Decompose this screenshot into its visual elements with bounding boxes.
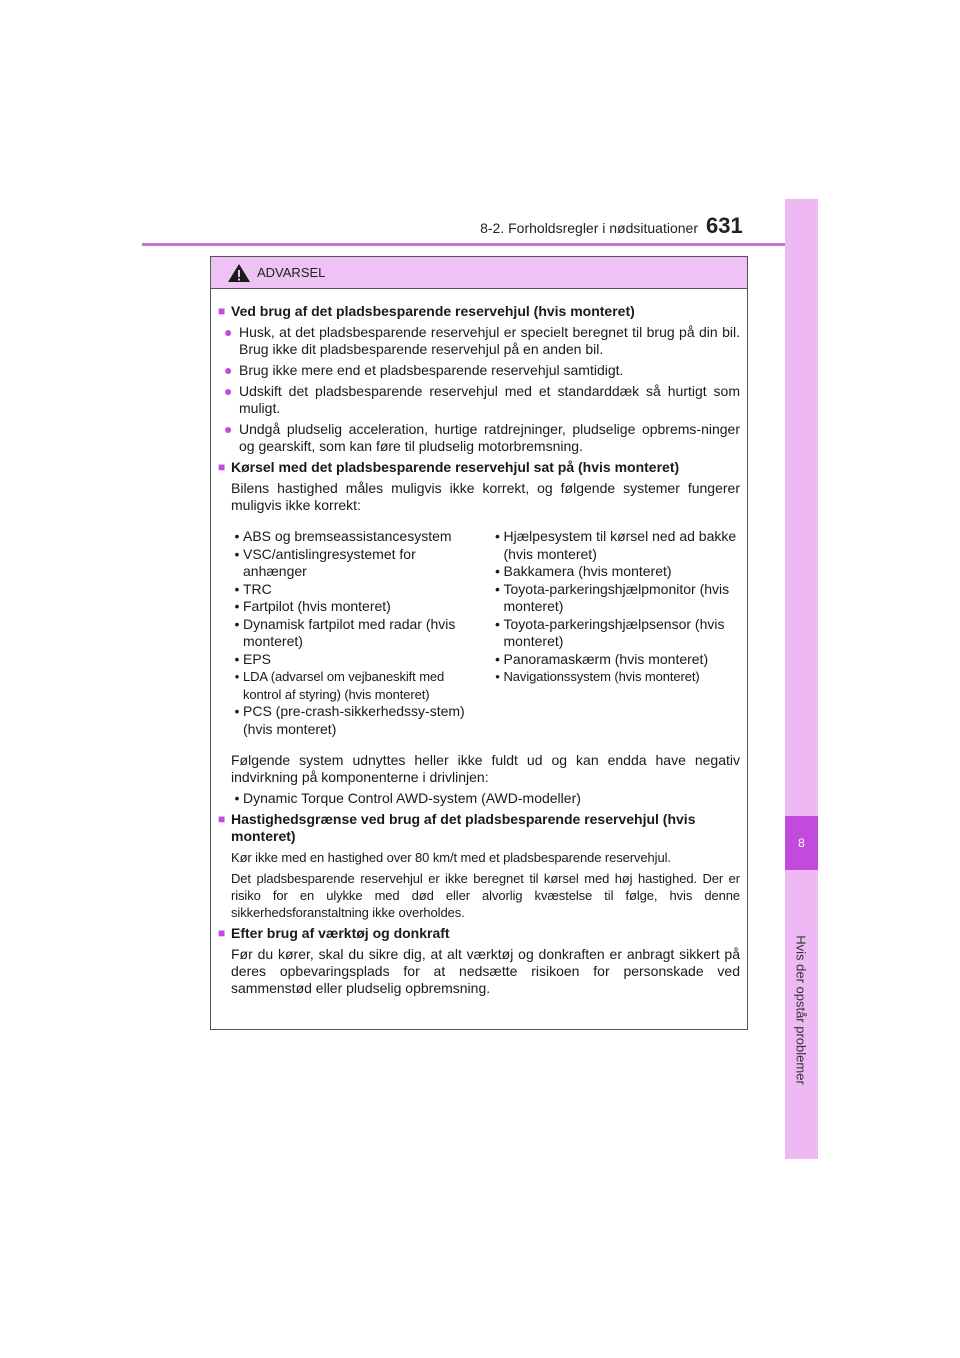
chapter-number: 8 — [798, 836, 805, 850]
square-bullet-icon: ■ — [218, 812, 226, 826]
circle-bullet-icon: ● — [224, 324, 233, 340]
paragraph: Kør ikke med en hastighed over 80 km/t med et pladsbesparende reservehjul. — [231, 850, 671, 865]
paragraph: Før du kører, skal du sikre dig, at alt værktøj og donkraften er anbragt sikkert på deres opbevaringsplads for at nedsætte risikoen for personskade ved sammenstød eller pludselig opbremsning. — [231, 946, 740, 996]
list-item: ● Brug ikke mere end et pladsbesparende reservehjul samtidigt. — [224, 362, 624, 378]
chapter-title: Hvis der opstår problemer — [793, 935, 809, 1085]
warning-box — [210, 256, 748, 1030]
circle-bullet-icon: ● — [224, 362, 233, 378]
list-item: • Fartpilot (hvis monteret) — [234, 598, 391, 614]
section-heading: ■ Kørsel med det pladsbesparende reservehjul sat på (hvis monteret) — [218, 459, 680, 475]
warning-header — [211, 257, 747, 289]
list-item: ● Udskift det pladsbesparende reservehjul med et standarddæk så hurtigt som muligt. — [224, 383, 740, 416]
list-item: • Bakkamera (hvis monteret) — [495, 563, 672, 579]
header-divider — [142, 243, 818, 246]
list-item: ● Undgå pludselig acceleration, hurtige ratdrejninger, pludselige opbrems-ninger og gearskift, som kan føre til pludselig motorbremsning. — [224, 421, 740, 454]
chapter-number-block — [785, 816, 818, 870]
list-item: • Toyota-parkeringshjælpmonitor (hvis monteret) — [495, 580, 730, 614]
list-item: • EPS — [234, 650, 272, 667]
square-bullet-icon: ■ — [218, 926, 226, 940]
list-item: • Dynamisk fartpilot med radar (hvis monteret) — [234, 615, 456, 649]
paragraph: Bilens hastighed måles muligvis ikke korrekt, og følgende systemer fungerer muligvis ikke korrekt: — [231, 480, 740, 513]
list-item: • LDA (advarsel om vejbaneskift med kontrol af styring) (hvis monteret) — [234, 669, 445, 702]
page-number: 631 — [706, 213, 743, 238]
section-heading: ■ Hastighedsgrænse ved brug af det pladsbesparende reservehjul (hvis monteret) — [218, 811, 696, 844]
square-bullet-icon: ■ — [218, 304, 226, 318]
systems-list-left — [231, 528, 480, 738]
list-item: • Hjælpesystem til kørsel ned ad bakke (hvis monteret) — [495, 528, 737, 562]
list-item: • Toyota-parkeringshjælpsensor (hvis monteret) — [495, 615, 725, 649]
list-item: • TRC — [234, 580, 272, 597]
systems-list — [231, 528, 740, 738]
list-item: • ABS og bremseassistancesystem — [234, 528, 452, 544]
section-heading: ■ Ved brug af det pladsbesparende reservehjul (hvis monteret) — [218, 303, 635, 319]
list-item: • Panoramaskærm (hvis monteret) — [495, 650, 709, 667]
warning-content — [211, 289, 747, 997]
circle-bullet-icon: ● — [224, 383, 233, 399]
warning-title: ADVARSEL — [257, 265, 326, 280]
paragraph: Følgende system udnyttes heller ikke fuldt ud og kan endda have negativ indvirkning på komponenterne i drivlinjen: — [231, 752, 740, 785]
warning-triangle-icon — [227, 263, 251, 283]
section-title: 8-2. Forholdsregler i nødsituationer — [480, 220, 698, 236]
section-heading: ■ Efter brug af værktøj og donkraft — [218, 925, 450, 941]
list-item: • VSC/antislingresystemet for anhænger — [234, 545, 416, 579]
paragraph: Det pladsbesparende reservehjul er ikke beregnet til kørsel med høj hastighed. Der er risiko for en ulykke med død eller alvorlig kvæstelse til følge, hvis denne sikkerhedsforanstaltning ikke overholdes. — [231, 871, 740, 920]
list-item: • PCS (pre-crash-sikkerhedssy-stem) (hvis monteret) — [234, 703, 465, 737]
systems-list-right — [480, 528, 741, 738]
list-item: ● Husk, at det pladsbesparende reservehjul er specielt beregnet til brug på din bil. Brug ikke dit pladsbesparende reservehjul på en anden bil. — [224, 324, 740, 357]
list-item: • Dynamic Torque Control AWD-system (AWD-modeller) — [234, 790, 581, 806]
circle-bullet-icon: ● — [224, 421, 233, 437]
list-item: • Navigationssystem (hvis monteret) — [495, 669, 700, 684]
square-bullet-icon: ■ — [218, 460, 226, 474]
